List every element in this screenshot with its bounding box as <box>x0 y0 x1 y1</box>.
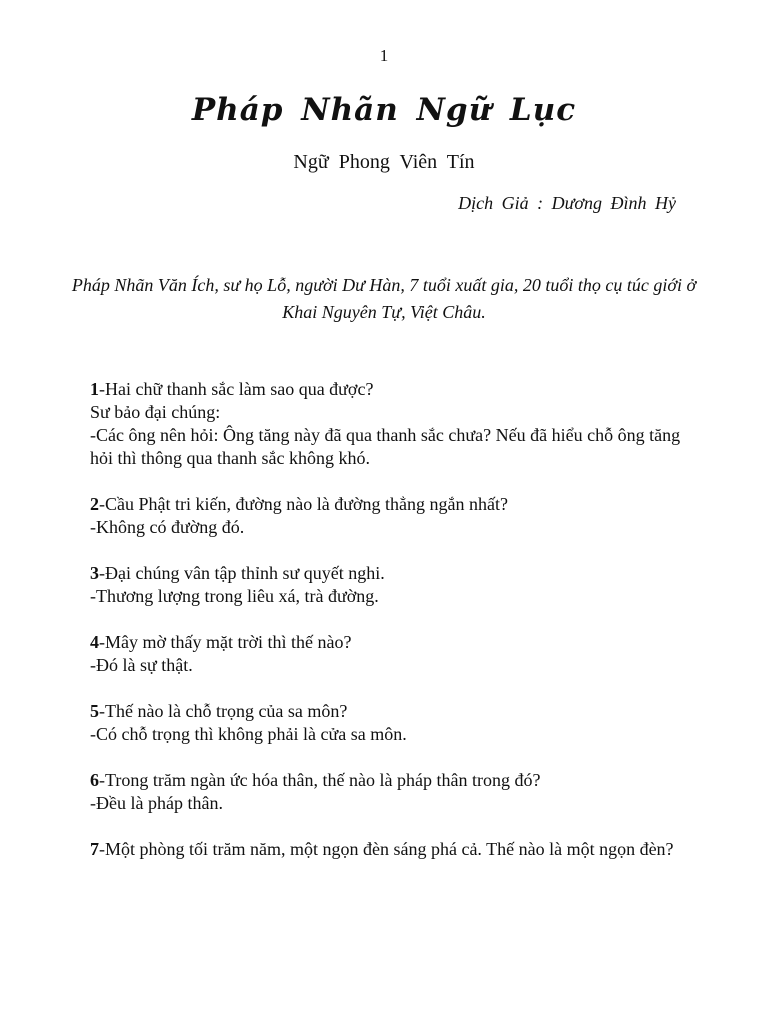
qa-number: 7 <box>90 839 99 859</box>
qa-item <box>90 838 690 861</box>
qa-line: -Cầu Phật tri kiến, đường nào là đường thẳng ngắn nhất? <box>99 494 508 514</box>
qa-item <box>90 700 690 746</box>
qa-number: 1 <box>90 379 99 399</box>
qa-line: -Đó là sự thật. <box>90 655 193 675</box>
qa-line: -Các ông nên hỏi: Ông tăng này đã qua thanh sắc chưa? Nếu đã hiểu chỗ ông tăng hỏi thì thông qua thanh sắc không khó. <box>90 425 681 468</box>
qa-item <box>90 769 690 815</box>
qa-line: -Không có đường đó. <box>90 517 245 537</box>
qa-line: Sư bảo đại chúng: <box>90 402 221 422</box>
intro-paragraph: Pháp Nhãn Văn Ích, sư họ Lỗ, người Dư Hàn, 7 tuổi xuất gia, 20 tuổi thọ cụ túc giới ở Khai Nguyên Tự, Việt Châu. <box>71 275 697 322</box>
translator-credit: Dịch Giả : Dương Đình Hỷ <box>458 193 676 213</box>
qa-line: -Đại chúng vân tập thỉnh sư quyết nghi. <box>99 563 385 583</box>
qa-line: -Mây mờ thấy mặt trời thì thế nào? <box>99 632 352 652</box>
qa-line: -Thế nào là chỗ trọng của sa môn? <box>99 701 348 721</box>
qa-number: 4 <box>90 632 99 652</box>
qa-item <box>90 493 690 539</box>
qa-line: -Hai chữ thanh sắc làm sao qua được? <box>99 379 374 399</box>
qa-item <box>90 378 690 470</box>
qa-number: 2 <box>90 494 99 514</box>
line <box>90 562 690 585</box>
document-title: Pháp Nhãn Ngữ Lục <box>191 92 577 128</box>
page-number: 1 <box>379 46 389 65</box>
qa-number: 3 <box>90 563 99 583</box>
qa-item <box>90 631 690 677</box>
qa-number: 5 <box>90 701 99 721</box>
qa-list <box>90 378 690 884</box>
line <box>90 700 690 723</box>
line <box>90 769 690 792</box>
qa-line: -Đều là pháp thân. <box>90 793 223 813</box>
line <box>90 838 690 861</box>
line <box>90 631 690 654</box>
line <box>90 493 690 516</box>
qa-line: -Thương lượng trong liêu xá, trà đường. <box>90 586 379 606</box>
document-subtitle: Ngữ Phong Viên Tín <box>293 151 475 173</box>
line <box>90 378 690 401</box>
qa-line: -Một phòng tối trăm năm, một ngọn đèn sáng phá cả. Thế nào là một ngọn đèn? <box>99 839 674 859</box>
qa-item <box>90 562 690 608</box>
qa-line: -Trong trăm ngàn ức hóa thân, thế nào là pháp thân trong đó? <box>99 770 541 790</box>
qa-number: 6 <box>90 770 99 790</box>
qa-line: -Có chỗ trọng thì không phải là cửa sa môn. <box>90 724 407 744</box>
